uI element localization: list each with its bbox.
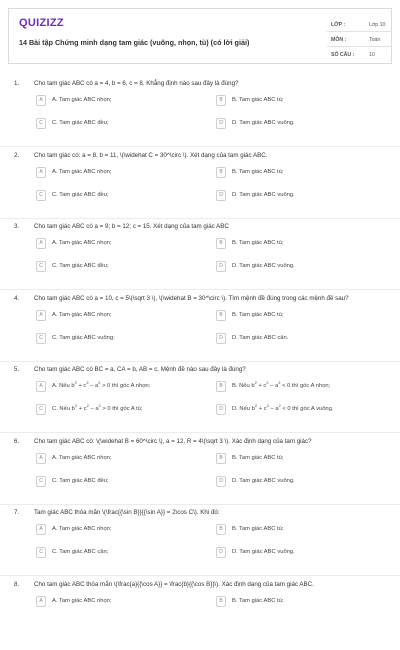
option-text: C. Tam giác ABC đều; <box>52 263 109 269</box>
question-text: Cho tam giác ABC có BC = a, CA = b, AB = c. Mệnh đề nào sau đây là đúng? <box>34 366 392 373</box>
worksheet-title: 14 Bài tập Chứng minh dạng tam giác (vuông, nhọn, tù) (có lời giải) <box>19 38 319 47</box>
option-letter-box: B <box>216 524 226 535</box>
question-item <box>0 436 400 508</box>
question-text: Cho tam giác có: a = 8, b = 11, \(\widehat C = 30^\circ \). Xét dạng của tam giác ABC. <box>34 152 392 159</box>
option-text: C. Tam giác ABC đều; <box>52 478 109 484</box>
option-letter-box: C <box>36 118 46 129</box>
answer-option[interactable] <box>216 95 386 107</box>
answer-option[interactable] <box>216 190 386 202</box>
question-text: Cho tam giác ABC có a = 4, b = 6, c = 8. Khẳng định nào sau đây là đúng? <box>34 80 392 87</box>
question-divider <box>0 504 400 505</box>
option-text: A. Tam giác ABC nhọn; <box>52 526 112 532</box>
meta-label: MÔN : <box>331 37 346 43</box>
option-text: B. Tam giác ABC tù; <box>232 455 283 461</box>
option-letter-box: A <box>36 596 46 607</box>
option-text: B. Nếu $b^2 + c^2 - a^2 < 0$ thì góc A nhọn; <box>232 383 330 389</box>
option-text: C. Tam giác ABC vuông; <box>52 335 115 341</box>
question-item <box>0 579 400 650</box>
quizizz-logo: QUIZIZZ <box>19 17 64 29</box>
answer-option[interactable] <box>36 95 206 107</box>
answer-option[interactable] <box>36 310 206 322</box>
option-text: C. Nếu $b^2 + c^2 - a^2 > 0$ thì góc A tù; <box>52 406 143 412</box>
question-text: Cho tam giác ABC có a = 9; b = 12; c = 15. Xét dạng của tam giác ABC <box>34 223 392 230</box>
answer-option[interactable] <box>36 167 206 179</box>
option-text: B. Tam giác ABC tù; <box>232 169 283 175</box>
question-divider <box>0 575 400 576</box>
option-letter-box: C <box>36 476 46 487</box>
option-letter-box: A <box>36 524 46 535</box>
meta-value: Lớp 10 <box>369 22 385 28</box>
question-text: Cho tam giác ABC thỏa mãn \(\frac{a}{{\cos A}} = \frac{b}{{\cos B}}\). Xác định dạng của tam giác ABC. <box>34 581 392 588</box>
option-text: A. Tam giác ABC nhọn; <box>52 169 112 175</box>
answer-option[interactable] <box>36 547 206 559</box>
worksheet-header <box>8 8 392 64</box>
answer-option[interactable] <box>36 596 206 608</box>
option-letter-box: A <box>36 381 46 392</box>
meta-row-subject <box>327 32 391 47</box>
answer-option[interactable] <box>216 453 386 465</box>
question-divider <box>0 289 400 290</box>
option-text: B. Tam giác ABC tù; <box>232 312 283 318</box>
option-letter-box: A <box>36 167 46 178</box>
meta-label: SỐ CÂU : <box>331 52 354 58</box>
question-text: Cho tam giác ABC có: \(\widehat B = 60^\circ \), a = 12, R = 4\(\sqrt 3 \). Xác định dạng của tam giác? <box>34 438 392 445</box>
option-text: D. Tam giác ABC vuông. <box>232 120 295 126</box>
meta-value: 10 <box>369 52 375 58</box>
option-text: A. Tam giác ABC nhọn; <box>52 455 112 461</box>
question-text: Cho tam giác ABC có a = 10, c = 5\(\sqrt 3 \), \(\widehat B = 30^\circ \). Tìm mệnh đề đúng trong các mệnh đề sau? <box>34 295 392 302</box>
option-letter-box: C <box>36 190 46 201</box>
question-item <box>0 78 400 150</box>
option-letter-box: C <box>36 261 46 272</box>
answer-option[interactable] <box>216 596 386 608</box>
option-text: C. Tam giác ABC đều; <box>52 192 109 198</box>
question-number: 7. <box>14 509 19 516</box>
option-letter-box: C <box>36 333 46 344</box>
option-text: B. Tam giác ABC tù; <box>232 526 283 532</box>
answer-option[interactable] <box>36 524 206 536</box>
question-number: 5. <box>14 366 19 373</box>
question-number: 4. <box>14 295 19 302</box>
option-text: B. Tam giác ABC tù; <box>232 598 283 604</box>
option-text: D. Tam giác ABC cân. <box>232 335 288 341</box>
question-item <box>0 293 400 365</box>
question-divider <box>0 218 400 219</box>
option-letter-box: B <box>216 596 226 607</box>
question-text: Tam giác ABC thỏa mãn \(\frac{{\sin B}}{{\sin A}} = 2\cos C\). Khi đó: <box>34 509 392 516</box>
worksheet-meta <box>327 17 391 61</box>
answer-option[interactable] <box>216 310 386 322</box>
option-text: A. Tam giác ABC nhọn; <box>52 240 112 246</box>
question-item <box>0 364 400 436</box>
option-letter-box: A <box>36 453 46 464</box>
answer-option[interactable] <box>36 333 206 345</box>
answer-option[interactable] <box>36 381 206 393</box>
answer-option[interactable] <box>36 404 206 416</box>
option-text: D. Tam giác ABC vuông. <box>232 478 295 484</box>
option-letter-box: B <box>216 167 226 178</box>
meta-row-class <box>327 17 391 32</box>
question-item <box>0 507 400 579</box>
question-list <box>0 78 400 650</box>
question-number: 2. <box>14 152 19 159</box>
question-number: 8. <box>14 581 19 588</box>
option-text: D. Tam giác ABC vuông. <box>232 549 295 555</box>
question-number: 6. <box>14 438 19 445</box>
option-letter-box: D <box>216 404 226 415</box>
option-letter-box: D <box>216 547 226 558</box>
option-text: D. Tam giác ABC vuông. <box>232 263 295 269</box>
option-text: A. Tam giác ABC nhọn; <box>52 598 112 604</box>
option-letter-box: D <box>216 476 226 487</box>
option-letter-box: B <box>216 95 226 106</box>
question-item <box>0 150 400 222</box>
option-text: A. Nếu $b^2 + c^2 - a^2 > 0$ thì góc A nhọn; <box>52 383 150 389</box>
question-number: 3. <box>14 223 19 230</box>
option-text: B. Tam giác ABC tù; <box>232 240 283 246</box>
option-letter-box: B <box>216 310 226 321</box>
option-letter-box: B <box>216 238 226 249</box>
option-letter-box: D <box>216 190 226 201</box>
answer-option[interactable] <box>216 333 386 345</box>
answer-option[interactable] <box>36 238 206 250</box>
answer-option[interactable] <box>216 547 386 559</box>
answer-option[interactable] <box>216 167 386 179</box>
option-text: D. Nếu $b^2 + c^2 - a^2 < 0$ thì góc A vuông. <box>232 406 333 412</box>
option-text: A. Tam giác ABC nhọn; <box>52 97 112 103</box>
answer-option[interactable] <box>36 118 206 130</box>
answer-option[interactable] <box>36 190 206 202</box>
option-letter-box: D <box>216 261 226 272</box>
answer-option[interactable] <box>36 453 206 465</box>
option-text: C. Tam giác ABC đều; <box>52 120 109 126</box>
answer-option[interactable] <box>216 476 386 488</box>
answer-option[interactable] <box>216 404 386 416</box>
meta-label: LỚP : <box>331 22 345 28</box>
option-letter-box: D <box>216 333 226 344</box>
option-letter-box: A <box>36 310 46 321</box>
answer-option[interactable] <box>36 261 206 273</box>
meta-row-count <box>327 47 391 62</box>
option-letter-box: A <box>36 238 46 249</box>
option-letter-box: D <box>216 118 226 129</box>
option-text: D. Tam giác ABC vuông. <box>232 192 295 198</box>
option-letter-box: B <box>216 453 226 464</box>
question-divider <box>0 432 400 433</box>
option-letter-box: C <box>36 547 46 558</box>
answer-option[interactable] <box>36 476 206 488</box>
answer-option[interactable] <box>216 238 386 250</box>
option-letter-box: B <box>216 381 226 392</box>
question-number: 1. <box>14 80 19 87</box>
meta-value: Toán <box>369 37 380 43</box>
option-text: C. Tam giác ABC cân; <box>52 549 108 555</box>
option-letter-box: A <box>36 95 46 106</box>
question-divider <box>0 146 400 147</box>
answer-option[interactable] <box>216 118 386 130</box>
option-text: A. Tam giác ABC nhọn; <box>52 312 112 318</box>
answer-option[interactable] <box>216 524 386 536</box>
question-item <box>0 221 400 293</box>
option-text: B. Tam giác ABC tù; <box>232 97 283 103</box>
answer-option[interactable] <box>216 381 386 393</box>
option-letter-box: C <box>36 404 46 415</box>
answer-option[interactable] <box>216 261 386 273</box>
question-divider <box>0 361 400 362</box>
